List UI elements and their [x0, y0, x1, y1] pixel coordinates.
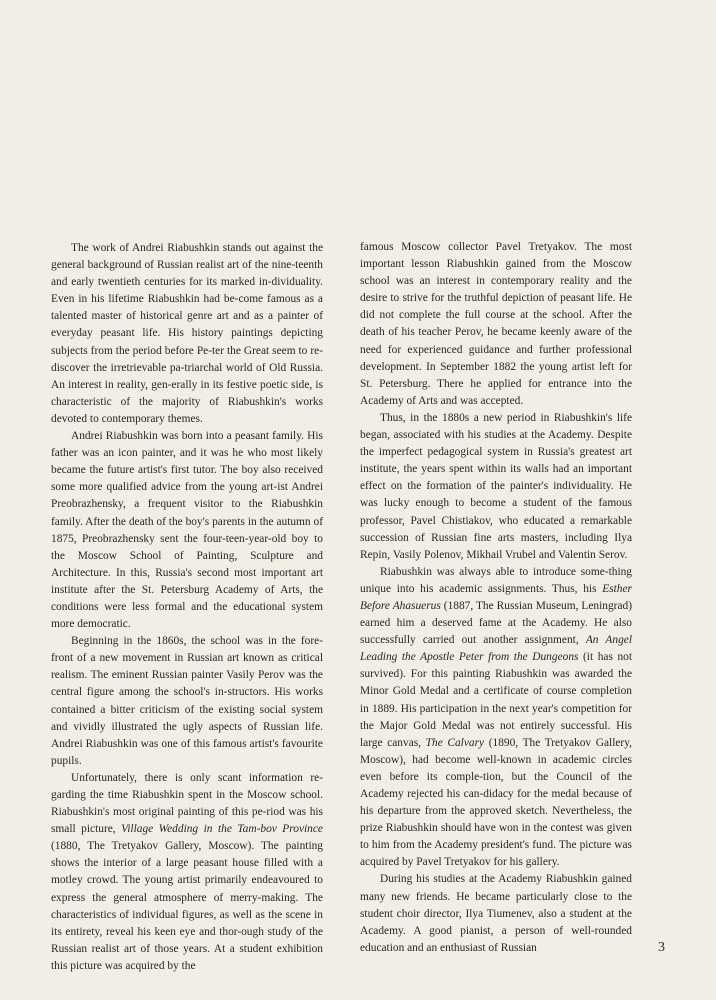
- painting-title: An Angel Leading the Apostle Peter from the Dungeons: [360, 634, 632, 664]
- paragraph: Beginning in the 1860s, the school was in the fore-front of a new movement in Russian art known as critical realism. The eminent Russian painter Vasily Perov was the central figure among the school's in-structors. His works contained a bitter criticism of the existing social system and vividly illustrated the ugly aspects of Russian life. Andrei Riabushkin was one of this famous artist's favourite pupils.: [51, 635, 323, 767]
- paragraph: The work of Andrei Riabushkin stands out against the general background of Russian realist art of the nine-teenth and early twentieth centuries for its marked in-dividuality. Even in his lifetime Riabushkin had be-come famous as a talented master of historical genre art and as a painter of everyday peasant life. His history paintings depicting subjects from the period before Pe-ter the Great seem to re-discover the irretrievable pa-triarchal world of Old Russia. An interest in reality, gen-erally in its festive poetic side, is characteristic of the majority of Riabushkin's works devoted to contemporary themes.: [51, 242, 323, 425]
- text-run: Riabushkin was always able to introduce some-thing unique into his academic assignments. Thus, his: [360, 565, 632, 595]
- text-run: (it has not survived). For this painting Riabushkin was awarded the Minor Gold Medal and a certificate of course completion in 1889. His participation in the next year's competition for the Major Gold Medal was not entirely successful. His large canvas,: [360, 651, 632, 749]
- paragraph-continued: famous Moscow collector Pavel Tretyakov. The most important lesson Riabushkin gained from the Moscow school was an interest in contemporary reality and the desire to strive for the truthful depiction of peasant life. He did not complete the full course at the school. After the death of his teacher Perov, he became keenly aware of the need for experienced guidance and further professional development. In September 1882 the young artist left for St. Petersburg. There he applied for entrance into the Academy of Arts and was accepted.: [360, 241, 632, 407]
- painting-title: Village Wedding in the Tam-bov Province: [121, 823, 323, 836]
- paragraph: During his studies at the Academy Riabushkin gained many new friends. He became particularly close to the student choir director, Ilya Tiumenev, also a student at the Academy. A good pianist, a person of well-rounded education and an enthusiast of Russian: [360, 873, 632, 954]
- text-run: Unfortunately, there is only scant information re-garding the time Riabushkin spent in the Moscow school. Riabushkin's most original painting of this pe-riod was his small picture,: [51, 771, 323, 836]
- paragraph: [51, 770, 323, 975]
- paragraph: [360, 564, 632, 872]
- text-run: (1880, The Tretyakov Gallery, Moscow). The painting shows the interior of a large peasant house filled with a motley crowd. The young artist primarily endeavoured to express the general atmosphere of merry-making. The characteristics of individual figures, as well as the scene in its entirety, reveal his keen eye and thor-ough study of the Russian realist art of those years. At a student exhibition this picture was acquired by the: [51, 840, 323, 972]
- painting-title: Esther Before Ahasuerus: [360, 582, 632, 612]
- left-text-column: [51, 240, 323, 975]
- text-run: (1890, The Tretyakov Gallery, Moscow), had become well-known in academic circles even before its comple-tion, but the Council of the Academy rejected his can-didacy for the medal because of his departure from the approved sketch. Nevertheless, the prize Riabushkin should have won in the contest was given to him from the Academy president's fund. The picture was acquired by Pavel Tretyakov for his gallery.: [360, 736, 633, 869]
- painting-title: The Calvary: [425, 736, 485, 749]
- paragraph: Andrei Riabushkin was born into a peasant family. His father was an icon painter, and it was he who most likely became the future artist's first tutor. The boy also received some more qualified advice from the young art-ist Andrei Preobrazhensky, a frequent visitor to the Riabushkin family. After the death of the boy's parents in the autumn of 1875, Preobrazhensky sent the four-teen-year-old boy to the Moscow School of Painting, Sculpture and Architecture. In this, Russia's second most important art institute after the St. Petersburg Academy of Arts, the conditions were less formal and the educational system more democratic.: [51, 430, 323, 631]
- page-number: 3: [658, 940, 665, 955]
- right-text-column: [360, 239, 632, 957]
- paragraph: Thus, in the 1880s a new period in Riabushkin's life began, associated with his studies at the Academy. Despite the imperfect pedagogical system in Russia's greatest art institute, the years spent within its walls had an important effect on the formation of the painter's individuality. He was lucky enough to become a student of the famous professor, Pavel Chistiakov, who educated a remarkable succession of Russian fine arts masters, including Ilya Repin, Vasily Polenov, Mikhail Vrubel and Valentin Serov.: [360, 411, 632, 561]
- text-run: (1887, The Russian Museum, Leningrad) earned him a deserved fame at the Academy. He also successfully carried out another assignment,: [360, 599, 632, 647]
